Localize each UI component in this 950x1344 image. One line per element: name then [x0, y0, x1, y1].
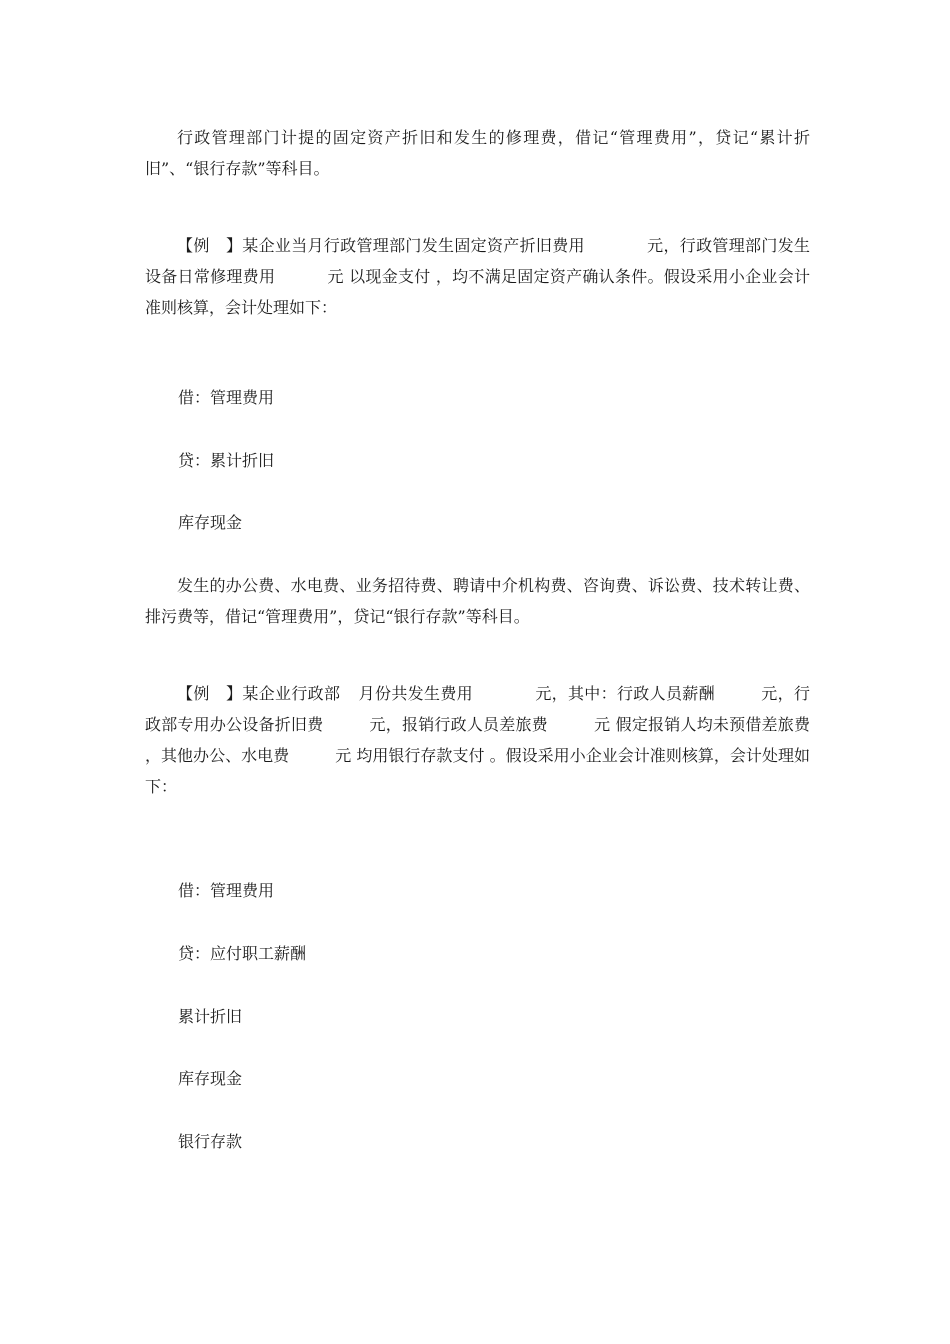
- example-1-text-c: 元 以现金支付 ，均不满足固定资产确认条件。假设采用小企业会计准则核算，会计处理如下：: [145, 267, 810, 317]
- example-2-label: 【例 】: [177, 684, 243, 703]
- entry-1-debit: 借：管理费用: [178, 388, 275, 407]
- example-2-paragraph: [145, 678, 810, 802]
- entry-2-credit-4: 银行存款: [178, 1132, 243, 1151]
- paragraph-depreciation-rule: 行政管理部门计提的固定资产折旧和发生的修理费，借记“管理费用”，贷记“累计折旧”、“银行存款”等科目。: [145, 128, 810, 178]
- example-2-text-g: 元 均用银行存款支付 。假设采用小企业会计准则核算，会计处理如下：: [145, 746, 810, 796]
- example-2-text-a: 某企业行政部: [242, 684, 341, 703]
- entry-2-credit-2: 累计折旧: [178, 1007, 243, 1026]
- example-2-text-e: 元，报销行政人员差旅费: [369, 715, 548, 734]
- example-1-text-a: 某企业当月行政管理部门发生固定资产折旧费用: [242, 236, 585, 255]
- example-1-text-b: 元，行政管理部门发生设备日常修理费用: [145, 236, 810, 286]
- entry-1-credit-2: 库存现金: [178, 513, 243, 532]
- entry-2-credit-3: 库存现金: [178, 1069, 243, 1088]
- entry-1-credit: 贷：累计折旧: [178, 451, 275, 470]
- example-2-text-c: 元，其中：行政人员薪酬: [534, 684, 715, 703]
- entry-2-credit: 贷：应付职工薪酬: [178, 944, 307, 963]
- example-2-text-d: 元，行政部专用办公设备折旧费: [145, 684, 810, 734]
- example-2-text-b: 月份共发生费用: [358, 684, 473, 703]
- example-1-label: 【例 】: [177, 236, 243, 255]
- paragraph-office-expenses-rule: 发生的办公费、水电费、业务招待费、聘请中介机构费、咨询费、诉讼费、技术转让费、排污费等，借记“管理费用”，贷记“银行存款”等科目。: [145, 576, 810, 626]
- entry-2-debit: 借：管理费用: [178, 881, 275, 900]
- example-1-paragraph: [145, 230, 810, 323]
- example-2-text-f: 元 假定报销人均未预借差旅费 ，其他办公、水电费: [145, 715, 810, 765]
